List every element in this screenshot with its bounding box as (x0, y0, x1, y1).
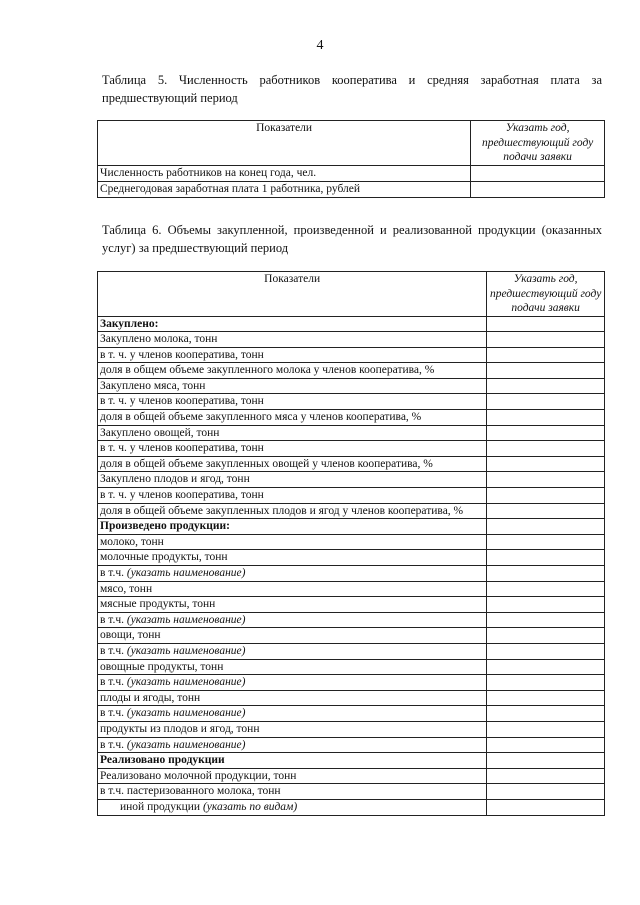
table6-value-cell[interactable] (487, 675, 605, 691)
table-row (98, 628, 605, 644)
table6-row-label (98, 784, 487, 800)
table6-value-cell[interactable] (487, 550, 605, 566)
table6-row-label (98, 706, 487, 722)
table-row (98, 643, 605, 659)
row-prefix: иной продукции (120, 800, 203, 813)
table6-row-label (98, 472, 487, 488)
table-row (98, 503, 605, 519)
table6-row-label (98, 597, 487, 613)
table6-value-cell[interactable] (487, 332, 605, 348)
row-text: доля в общей объеме закупленных овощей у членов кооператива, % (100, 457, 433, 470)
row-text: продукты из плодов и ягод, тонн (100, 722, 260, 735)
table6-row-label (98, 721, 487, 737)
table6-row-label (98, 628, 487, 644)
table6-value-cell[interactable] (487, 753, 605, 769)
table6-row-label (98, 488, 487, 504)
row-text: молочные продукты, тонн (100, 551, 228, 564)
table6-row-label (98, 425, 487, 441)
table6-value-cell[interactable] (487, 316, 605, 332)
row-text: доля в общей объеме закупленных плодов и ягод у членов кооператива, % (100, 504, 464, 517)
table6-row-label (98, 612, 487, 628)
table5 (97, 120, 605, 198)
table6-value-cell[interactable] (487, 799, 605, 815)
table6-value-cell[interactable] (487, 737, 605, 753)
table6-value-cell[interactable] (487, 534, 605, 550)
table6-row-label (98, 378, 487, 394)
table6-caption: Таблица 6. Объемы закупленной, произведенной и реализованной продукции (оказанных услуг) за предшествующий период (102, 223, 602, 255)
table-row (98, 659, 605, 675)
table6-value-cell[interactable] (487, 425, 605, 441)
table5-value-cell[interactable] (471, 165, 605, 181)
page-number: 4 (316, 38, 324, 53)
table-row (98, 316, 605, 332)
row-text: (указать наименование) (126, 738, 246, 751)
table-row (98, 690, 605, 706)
table-row (98, 675, 605, 691)
table5-row-label: Численность работников на конец года, чел. (98, 165, 471, 181)
table-row (98, 768, 605, 784)
table6-row-label (98, 643, 487, 659)
row-text: плоды и ягоды, тонн (100, 691, 201, 704)
row-prefix: в т.ч. (100, 707, 127, 720)
table-row (98, 394, 605, 410)
table6-row-label (98, 332, 487, 348)
row-prefix: в т.ч. (100, 613, 127, 626)
table-row (98, 612, 605, 628)
row-text: (указать наименование) (126, 567, 246, 579)
table6-value-cell[interactable] (487, 347, 605, 363)
table6-row-label (98, 799, 487, 815)
table-row (98, 721, 605, 737)
row-text: (указать наименование) (126, 644, 246, 657)
row-text: в т.ч. пастеризованного молока, тонн (100, 785, 281, 798)
table6-value-cell[interactable] (487, 768, 605, 784)
table6-value-cell[interactable] (487, 441, 605, 457)
row-text: в т. ч. у членов кооператива, тонн (100, 348, 264, 361)
table6-value-cell[interactable] (487, 456, 605, 472)
table5-header-indicators: Показатели (98, 121, 471, 166)
table6-value-cell[interactable] (487, 488, 605, 504)
table6-row-label (98, 675, 487, 691)
table6-row-label (98, 737, 487, 753)
table6-value-cell[interactable] (487, 721, 605, 737)
row-prefix: в т.ч. (100, 644, 127, 657)
table-row (98, 332, 605, 348)
table-row (98, 456, 605, 472)
table-row (98, 581, 605, 597)
table6-row-label (98, 456, 487, 472)
row-prefix: в т.ч. (100, 738, 127, 751)
row-text: в т. ч. у членов кооператива, тонн (100, 395, 264, 408)
table6 (97, 271, 605, 816)
row-text: доля в общей объеме закупленного мяса у членов кооператива, % (100, 411, 422, 424)
row-text: Закуплено: (100, 317, 159, 330)
row-text: Закуплено молока, тонн (100, 333, 218, 346)
table-row (98, 488, 605, 504)
table6-row-label (98, 519, 487, 535)
row-text: молоко, тонн (100, 535, 164, 548)
table6-row-label (98, 659, 487, 675)
table-row (98, 378, 605, 394)
row-text: в т. ч. у членов кооператива, тонн (100, 442, 264, 455)
row-text: в т. ч. у членов кооператива, тонн (100, 489, 264, 502)
table-row (98, 566, 605, 582)
table5-caption: Таблица 5. Численность работников кооператива и средняя заработная плата за предшествующий период (102, 73, 602, 105)
table6-value-cell[interactable] (487, 566, 605, 582)
table6-value-cell[interactable] (487, 472, 605, 488)
table6-body (98, 316, 605, 815)
table6-value-cell[interactable] (487, 612, 605, 628)
table-row (98, 753, 605, 769)
table6-value-cell[interactable] (487, 597, 605, 613)
table-row (98, 706, 605, 722)
table5-value-cell[interactable] (471, 181, 605, 197)
table-row (98, 550, 605, 566)
table6-header-indicators: Показатели (98, 272, 487, 317)
table6-row-label (98, 441, 487, 457)
table6-value-cell[interactable] (487, 363, 605, 379)
table5-header-year: Указать год, предшествующий году подачи заявки (471, 121, 605, 166)
table6-row-label (98, 394, 487, 410)
row-prefix: в т.ч. (100, 676, 127, 689)
table5-row-label: Среднегодовая заработная плата 1 работника, рублей (98, 181, 471, 197)
table-row (98, 597, 605, 613)
table6-value-cell[interactable] (487, 628, 605, 644)
row-text: (указать наименование) (126, 676, 246, 689)
table-row (98, 519, 605, 535)
table6-value-cell[interactable] (487, 378, 605, 394)
table6-row-label (98, 316, 487, 332)
row-text: Закуплено мяса, тонн (100, 379, 206, 392)
table-row (98, 410, 605, 426)
row-text: Закуплено плодов и ягод, тонн (100, 473, 250, 486)
table6-value-cell[interactable] (487, 410, 605, 426)
table-row (98, 441, 605, 457)
row-text: (указать наименование) (126, 707, 246, 720)
row-text: мясные продукты, тонн (100, 598, 216, 611)
table6-value-cell[interactable] (487, 706, 605, 722)
table6-value-cell[interactable] (487, 643, 605, 659)
table6-value-cell[interactable] (487, 519, 605, 535)
row-text: Закуплено овощей, тонн (100, 426, 220, 439)
table6-value-cell[interactable] (487, 581, 605, 597)
table6-value-cell[interactable] (487, 394, 605, 410)
row-text: Произведено продукции: (100, 520, 231, 533)
table6-header-year: Указать год, предшествующий году подачи заявки (487, 272, 605, 317)
row-text: (указать наименование) (126, 613, 246, 626)
table6-value-cell[interactable] (487, 503, 605, 519)
row-text: мясо, тонн (100, 582, 153, 595)
table-row (98, 799, 605, 815)
table6-row-label (98, 768, 487, 784)
table-row (98, 472, 605, 488)
table-row (98, 737, 605, 753)
table-row (98, 425, 605, 441)
table6-value-cell[interactable] (487, 659, 605, 675)
table-row (98, 165, 605, 181)
table6-value-cell[interactable] (487, 690, 605, 706)
table6-row-label (98, 363, 487, 379)
table6-row-label (98, 581, 487, 597)
table-row (98, 784, 605, 800)
table-row (98, 363, 605, 379)
table-row (98, 347, 605, 363)
row-text: Реализовано продукции (100, 754, 225, 767)
table6-row-label (98, 550, 487, 566)
table6-row-label (98, 410, 487, 426)
table6-row-label (98, 347, 487, 363)
row-text: Реализовано молочной продукции, тонн (100, 769, 297, 782)
row-text: доля в общем объеме закупленного молока у членов кооператива, % (100, 364, 435, 377)
row-text: овощи, тонн (100, 629, 161, 642)
table6-row-label (98, 534, 487, 550)
table6-row-label (98, 566, 487, 582)
row-prefix: в т.ч. (100, 567, 127, 579)
table6-row-label (98, 690, 487, 706)
row-text: (указать по видам) (202, 800, 298, 813)
table-row (98, 534, 605, 550)
table6-value-cell[interactable] (487, 784, 605, 800)
table6-row-label (98, 753, 487, 769)
table6-row-label (98, 503, 487, 519)
row-text: овощные продукты, тонн (100, 660, 224, 673)
table-row (98, 181, 605, 197)
